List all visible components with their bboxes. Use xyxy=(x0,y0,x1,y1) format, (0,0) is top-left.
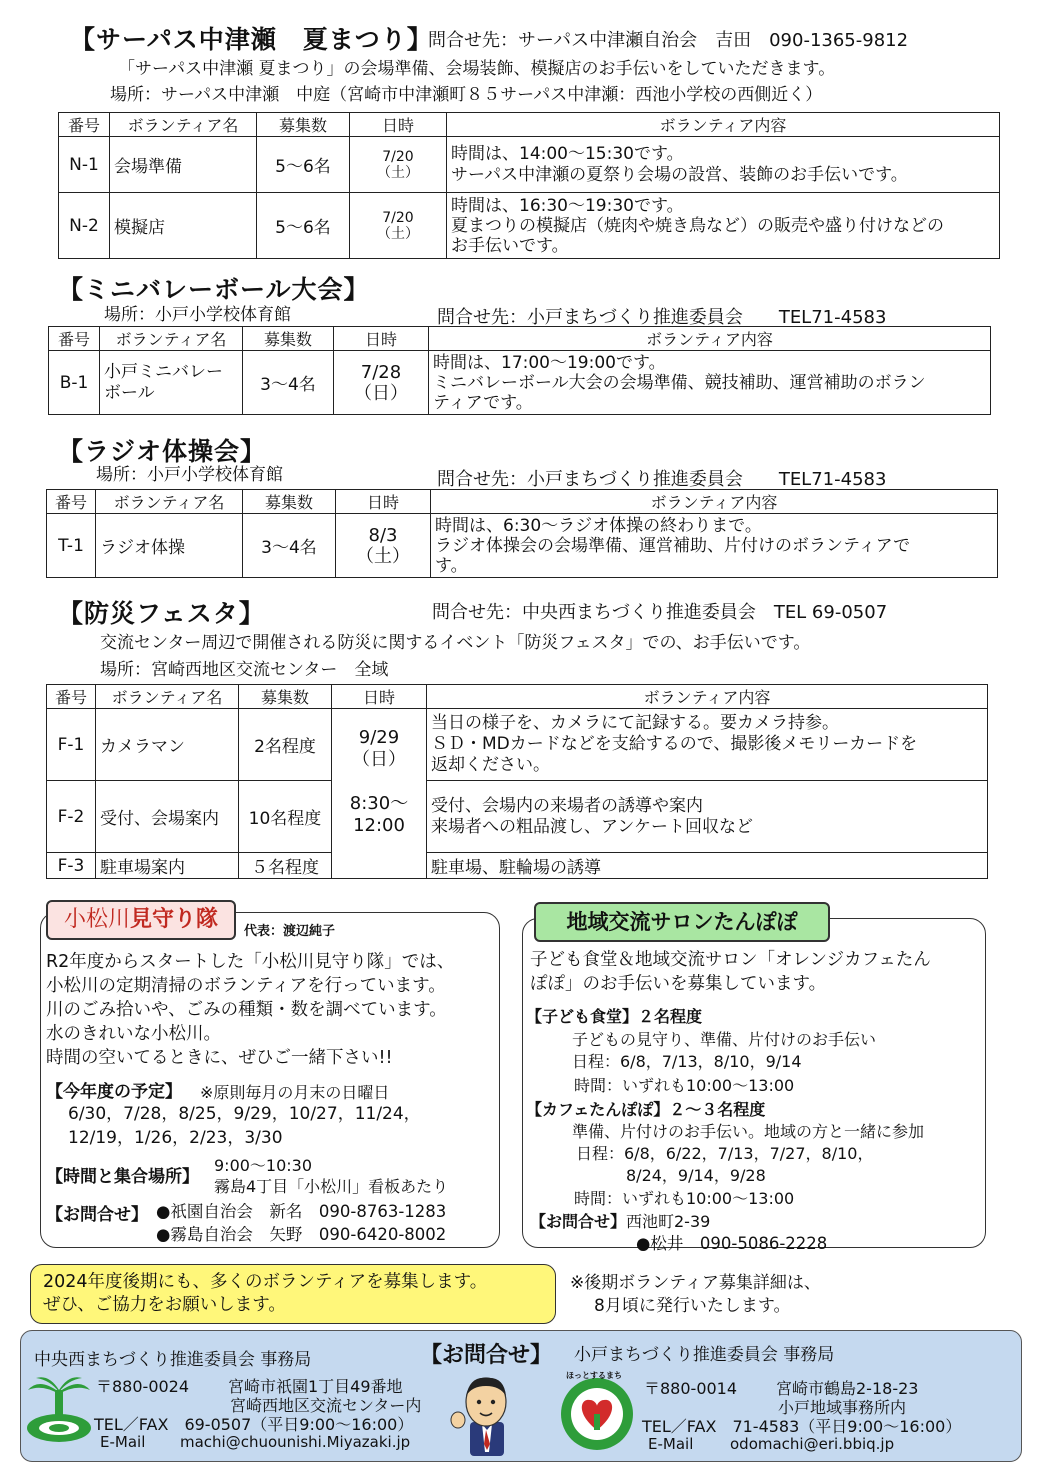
odo-logo-text: ほっとするまち xyxy=(566,1371,622,1380)
salon-contact-addr: 西池町2-39 xyxy=(626,1212,711,1231)
footer-right-title: 小戸まちづくり推進委員会 事務局 xyxy=(574,1345,835,1365)
row-date: 8/3 （土） xyxy=(336,514,431,578)
row-content: 当日の様子を、カメラにて記録する。要カメラ持参。 ＳＤ・MDカードなどを支給するので、撮影後メモリーカードを 返却ください。 xyxy=(427,709,988,781)
footer-right-mail-label: E-Mail xyxy=(648,1435,694,1453)
salon-cafe-dates1: 日程：6/8，6/22，7/13，7/27，8/10， xyxy=(576,1144,874,1163)
th-count: 募集数 xyxy=(257,113,350,137)
th-content: ボランティア内容 xyxy=(427,685,988,709)
komatsu-contacts: ●祇園自治会 新名 090-8763-1283 ●霧島自治会 矢野 090-6420-8002 xyxy=(156,1202,447,1244)
komatsu-time-label: 【時間と集合場所】 xyxy=(46,1167,199,1187)
row-date: 7/28 （日） xyxy=(334,351,429,415)
th-count: 募集数 xyxy=(243,327,334,351)
footer-left-mail-label: E-Mail xyxy=(100,1433,146,1451)
bousai-place: 場所：宮崎西地区交流センター 全域 xyxy=(100,660,389,680)
footer-left-mail[interactable]: machi@chuounishi.Miyazaki.jp xyxy=(180,1433,411,1451)
th-content: ボランティア内容 xyxy=(447,113,1000,137)
row-count: 5～6名 xyxy=(257,193,350,259)
row-content: 受付、会場内の来場者の誘導や案内 来場者への粗品渡し、アンケート回収など xyxy=(427,781,988,853)
row-name: ラジオ体操 xyxy=(96,514,243,578)
row-name: 駐車場案内 xyxy=(96,853,239,879)
row-content: 駐車場、駐輪場の誘導 xyxy=(427,853,988,879)
th-name: ボランティア名 xyxy=(100,327,243,351)
radio-contact: 問合せ先：小戸まちづくり推進委員会 TEL71-4583 xyxy=(437,469,887,490)
radio-title: 【ラジオ体操会】 xyxy=(58,437,267,466)
th-content: ボランティア内容 xyxy=(429,327,991,351)
salon-tag: 地域交流サロンたんぽぽ xyxy=(534,902,830,942)
row-id: F-2 xyxy=(47,781,96,853)
salon-kids-label: 【子ども食堂】２名程度 xyxy=(526,1007,703,1026)
table-row xyxy=(47,781,988,853)
bousai-title: 【防災フェスタ】 xyxy=(58,599,265,628)
th-number: 番号 xyxy=(59,113,110,137)
natsu-place: 場所：サーパス中津瀬 中庭（宮崎市中津瀬町８５サーパス中津瀬：西池小学校の西側近く） xyxy=(110,85,823,105)
th-date: 日時 xyxy=(336,490,431,514)
row-name: 模擬店 xyxy=(110,193,257,259)
row-id: F-3 xyxy=(47,853,96,879)
footer-center-title: 【お問合せ】 xyxy=(420,1343,553,1368)
row-content: 時間は、17:00～19:00です。 ミニバレーボール大会の会場準備、競技補助、運営補助のボラン ティアです。 xyxy=(429,351,991,415)
th-date: 日時 xyxy=(350,113,447,137)
row-id: T-1 xyxy=(47,514,96,578)
palm-logo-icon xyxy=(24,1372,94,1452)
salon-cafe-desc: 準備、片付けのお手伝い。地域の方と一緒に参加 xyxy=(572,1122,925,1141)
komatsu-contact-label: 【お問合せ】 xyxy=(46,1205,148,1225)
th-content: ボランティア内容 xyxy=(431,490,998,514)
row-name: 会場準備 xyxy=(110,137,257,193)
row-count: ５名程度 xyxy=(239,853,332,879)
th-number: 番号 xyxy=(47,490,96,514)
volley-place: 場所：小戸小学校体育館 xyxy=(104,305,291,325)
row-id: F-1 xyxy=(47,709,96,781)
row-count: 3～4名 xyxy=(243,351,334,415)
radio-place: 場所：小戸小学校体育館 xyxy=(96,465,283,485)
row-date: 7/20 （土） xyxy=(350,137,447,193)
bousai-table xyxy=(46,684,988,879)
komatsu-time-vals: 9:00～10:30 霧島4丁目「小松川」看板あたり xyxy=(214,1156,449,1196)
th-number: 番号 xyxy=(47,685,96,709)
th-number: 番号 xyxy=(49,327,100,351)
natsu-contact: 問合せ先：サーパス中津瀬自治会 吉田 090-1365-9812 xyxy=(428,30,909,51)
natsu-table xyxy=(58,112,1000,259)
th-date: 日時 xyxy=(332,685,427,709)
salon-cafe-dates2: 8/24，9/14，9/28 xyxy=(626,1166,766,1185)
footer-right-addr2: 小戸地域事務所内 xyxy=(778,1398,907,1417)
row-date: 7/20 （土） xyxy=(350,193,447,259)
row-id: B-1 xyxy=(49,351,100,415)
row-count: 2名程度 xyxy=(239,709,332,781)
mascot-icon xyxy=(448,1372,524,1456)
row-content: 時間は、14:00～15:30です。 サーパス中津瀬の夏祭り会場の設営、装飾のお手伝いです。 xyxy=(447,137,1000,193)
row-content: 時間は、6:30～ラジオ体操の終わりまで。 ラジオ体操会の会場準備、運営補助、片付けのボランティアで す。 xyxy=(431,514,998,578)
th-name: ボランティア名 xyxy=(96,490,243,514)
footer-left-addr2: 宮崎西地区交流センター内 xyxy=(230,1396,422,1415)
table-row xyxy=(49,351,991,415)
komatsu-plan-note: ※原則毎月の月末の日曜日 xyxy=(200,1083,390,1102)
bousai-desc: 交流センター周辺で開催される防災に関するイベント「防災フェスタ」での、お手伝いです。 xyxy=(100,633,811,653)
row-name: 小戸ミニバレー ボール xyxy=(100,351,243,415)
th-date: 日時 xyxy=(334,327,429,351)
row-content: 時間は、16:30～19:30です。 夏まつりの模擬店（焼肉や焼き鳥など）の販売や盛り付けなどの お手伝いです。 xyxy=(447,193,1000,259)
salon-kids-time: 時間：いずれも10:00～13:00 xyxy=(574,1076,795,1095)
footer-right-tel: TEL／FAX 71-4583（平日9:00～16:00） xyxy=(642,1417,962,1436)
row-name: カメラマン xyxy=(96,709,239,781)
th-name: ボランティア名 xyxy=(110,113,257,137)
row-count: 3～4名 xyxy=(243,514,336,578)
table-row xyxy=(59,193,1000,259)
footer-left-addr1: 宮崎市祇園1丁目49番地 xyxy=(228,1377,403,1396)
volley-table xyxy=(48,326,991,415)
footer-left-zip: 〒880-0024 xyxy=(96,1377,190,1396)
row-count: 10名程度 xyxy=(239,781,332,853)
salon-contact-label: 【お問合せ】 xyxy=(530,1212,627,1231)
table-row xyxy=(47,514,998,578)
salon-contact-tel: ●松井 090-5086-2228 xyxy=(636,1234,828,1253)
salon-cafe-time: 時間：いずれも10:00～13:00 xyxy=(574,1189,795,1208)
komatsu-plan-dates: 6/30，7/28，8/25，9/29，10/27，11/24， 12/19，1/26，2/23，3/30 xyxy=(68,1104,421,1148)
salon-kids-dates: 日程：6/8，7/13，8/10，9/14 xyxy=(572,1052,802,1071)
odo-logo-icon xyxy=(556,1370,638,1454)
table-row xyxy=(47,709,988,781)
footer-right-mail[interactable]: odomachi@eri.bbiq.jp xyxy=(730,1435,895,1453)
table-row xyxy=(47,853,988,879)
notice-note: ※後期ボランティア募集詳細は、 8月頃に発行いたします。 xyxy=(570,1273,821,1316)
row-date: 9/29 （日） 8:30～ 12:00 xyxy=(332,709,427,879)
th-count: 募集数 xyxy=(239,685,332,709)
komatsu-plan-label: 【今年度の予定】 xyxy=(46,1082,182,1102)
table-row xyxy=(59,137,1000,193)
footer-right-addr1: 宮崎市鶴島2-18-23 xyxy=(776,1379,919,1398)
row-id: N-2 xyxy=(59,193,110,259)
salon-intro: 子ども食堂＆地域交流サロン「オレンジカフェたん ぽぽ」のお手伝いを募集しています。 xyxy=(530,950,931,994)
volley-title: 【ミニバレーボール大会】 xyxy=(58,275,370,304)
bousai-contact: 問合せ先：中央西まちづくり推進委員会 TEL 69-0507 xyxy=(432,602,888,623)
row-id: N-1 xyxy=(59,137,110,193)
footer-left-title: 中央西まちづくり推進委員会 事務局 xyxy=(34,1350,312,1370)
komatsu-rep: 代表：渡辺純子 xyxy=(244,924,336,939)
row-count: 5～6名 xyxy=(257,137,350,193)
row-name: 受付、会場案内 xyxy=(96,781,239,853)
salon-cafe-label: 【カフェたんぽぽ】２～３名程度 xyxy=(526,1100,766,1119)
radio-table xyxy=(46,489,998,578)
komatsu-body: R2年度からスタートした「小松川見守り隊」では、 小松川の定期清掃のボランティアを行っています。 川のごみ拾いや、ごみの種類・数を調べています。 水のきれいな小松川。 時間の空いてるときに、ぜひご一緒下さい!! xyxy=(46,952,455,1068)
th-count: 募集数 xyxy=(243,490,336,514)
footer-left-tel: TEL／FAX 69-0507（平日9:00～16:00） xyxy=(94,1415,414,1434)
footer-right-zip: 〒880-0014 xyxy=(644,1379,738,1398)
natsu-desc: 「サーパス中津瀬 夏まつり」の会場準備、会場装飾、模擬店のお手伝いをしていただきます。 xyxy=(118,59,836,79)
volley-contact: 問合せ先：小戸まちづくり推進委員会 TEL71-4583 xyxy=(437,307,887,328)
salon-kids-desc: 子どもの見守り、準備、片付けのお手伝い xyxy=(572,1030,877,1049)
komatsu-tag: 小松川見守り隊 xyxy=(46,900,236,940)
natsu-title: 【サーパス中津瀬 夏まつり】 xyxy=(70,25,433,54)
th-name: ボランティア名 xyxy=(96,685,239,709)
notice-yellow: 2024年度後期にも、多くのボランティアを募集します。 ぜひ、ご協力をお願いします。 xyxy=(30,1264,556,1324)
